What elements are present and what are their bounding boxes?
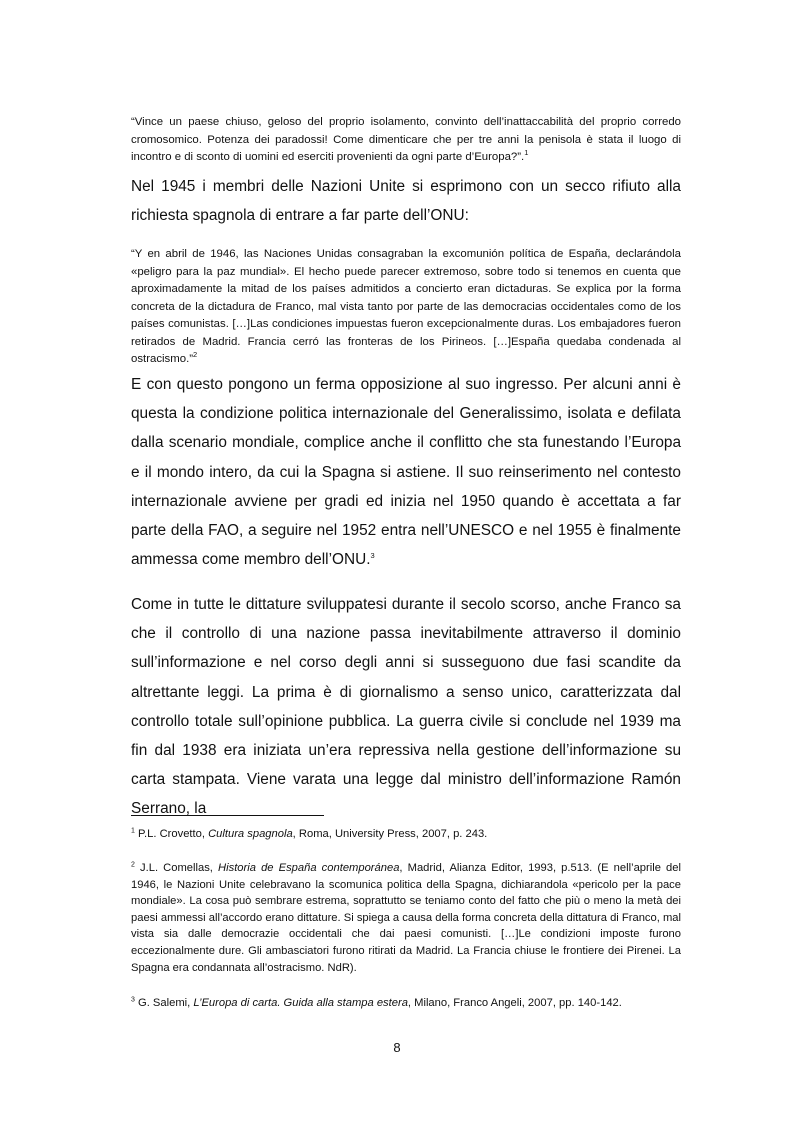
footnote-ref-3[interactable]: 3 [370,551,375,561]
footnote-2: $^2$ J.L. Comellas, Historia de España contemporánea, Madrid, Alianza Editor, 1993, p.513. (E nell’aprile del 1946, le Nazioni Unite celebravano la scomunica politica della Spagna, dichiarandola «pericolo per la pace mondiale». La cosa può sembrare estrema, soprattutto se teniamo conto del fatto che più o meno la metà dei paesi ammessi all’accordo erano dittature. Si spiega a causa della forma concreta della dittatura di Franco, mal vista sia dalle democrazie occidentali che dai paesi comunisti. […]Le condizioni imposte furono eccezionalmente dure. Gli ambasciatori furono ritirati da Madrid. La Francia chiuse le frontiere dei Pirenei. La Spagna era condannata all’ostracismo. NdR). [131,861,681,974]
body-paragraph-2: E con questo pongono un ferma opposizione al suo ingresso. Per alcuni anni è questa la condizione politica internazionale del Generalissimo, isolata e defilata dalla scenario mondiale, complice anche il conflitto che sta funestando l’Europa e il mondo intero, da cui la Spagna si astiene. Il suo reinserimento nel contesto internazionale avviene per gradi ed inizia nel 1950 quando è accettata a far parte della FAO, a seguire nel 1952 entra nell’UNESCO e nel 1955 è finalmente ammessa come membro dell’ONU.$^3$ [131,376,681,569]
page-number: 8 [393,1040,401,1055]
body-paragraph-1: Nel 1945 i membri delle Nazioni Unite si esprimono con un secco rifiuto alla richiesta spagnola di entrare a far parte dell’ONU: [131,178,681,225]
footnote-separator [131,815,324,816]
quote-paragraph-1: “Vince un paese chiuso, geloso del proprio isolamento, convinto dell’inattaccabilità del proprio corredo cromosomico. Potenza dei paradossi! Come dimenticare che per tre anni la penisola è stata il luogo di incontro e di sconto di uomini ed eserciti provenienti da ogni parte d’Europa?”.$^1$ [131,116,681,163]
footnote-ref-1[interactable]: 1 [524,148,529,158]
footnote-3: $^3$ G. Salemi, L’Europa di carta. Guida alla stampa estera, Milano, Franco Angeli, 2007, pp. 140-142. [131,996,622,1009]
footnote-1: $^1$ P.L. Crovetto, Cultura spagnola, Roma, University Press, 2007, p. 243. [131,827,488,840]
body-paragraph-3: Come in tutte le dittature sviluppatesi durante il secolo scorso, anche Franco sa che il controllo di una nazione passa inevitabilmente attraverso il dominio sull’informazione e nel corso degli anni si susseguono due fasi scandite da altrettante leggi. La prima è di giornalismo a senso unico, caratterizzata dal controllo totale sull’opinione pubblica. La guerra civile si conclude nel 1939 ma fin dal 1938 era iniziata un’era repressiva nella gestione dell’informazione su carta stampata. Viene varata una legge dal ministro dell’informazione Ramón Serrano, la [131,596,681,818]
footnote-ref-2[interactable]: 2 [193,350,198,360]
quote-paragraph-2: “Y en abril de 1946, las Naciones Unidas consagraban la excomunión política de España, declarándola «peligro para la paz mundial». El hecho puede parecer extremoso, sobre todo si tenemos en cuenta que aproximadamente la mitad de los países admitidos a concierto eran dictaduras. Se explica por la forma concreta de la dictadura de Franco, mal vista tanto por parte de las democracias occidentales como de los países comunistas. […]Las condiciones impuestas fueron excepcionalmente duras. Los embajadores fueron retirados de Madrid. Francia cerró las fronteras de los Pirineos. […]España quedaba condenada al ostracismo.”$^2$ [131,248,681,365]
